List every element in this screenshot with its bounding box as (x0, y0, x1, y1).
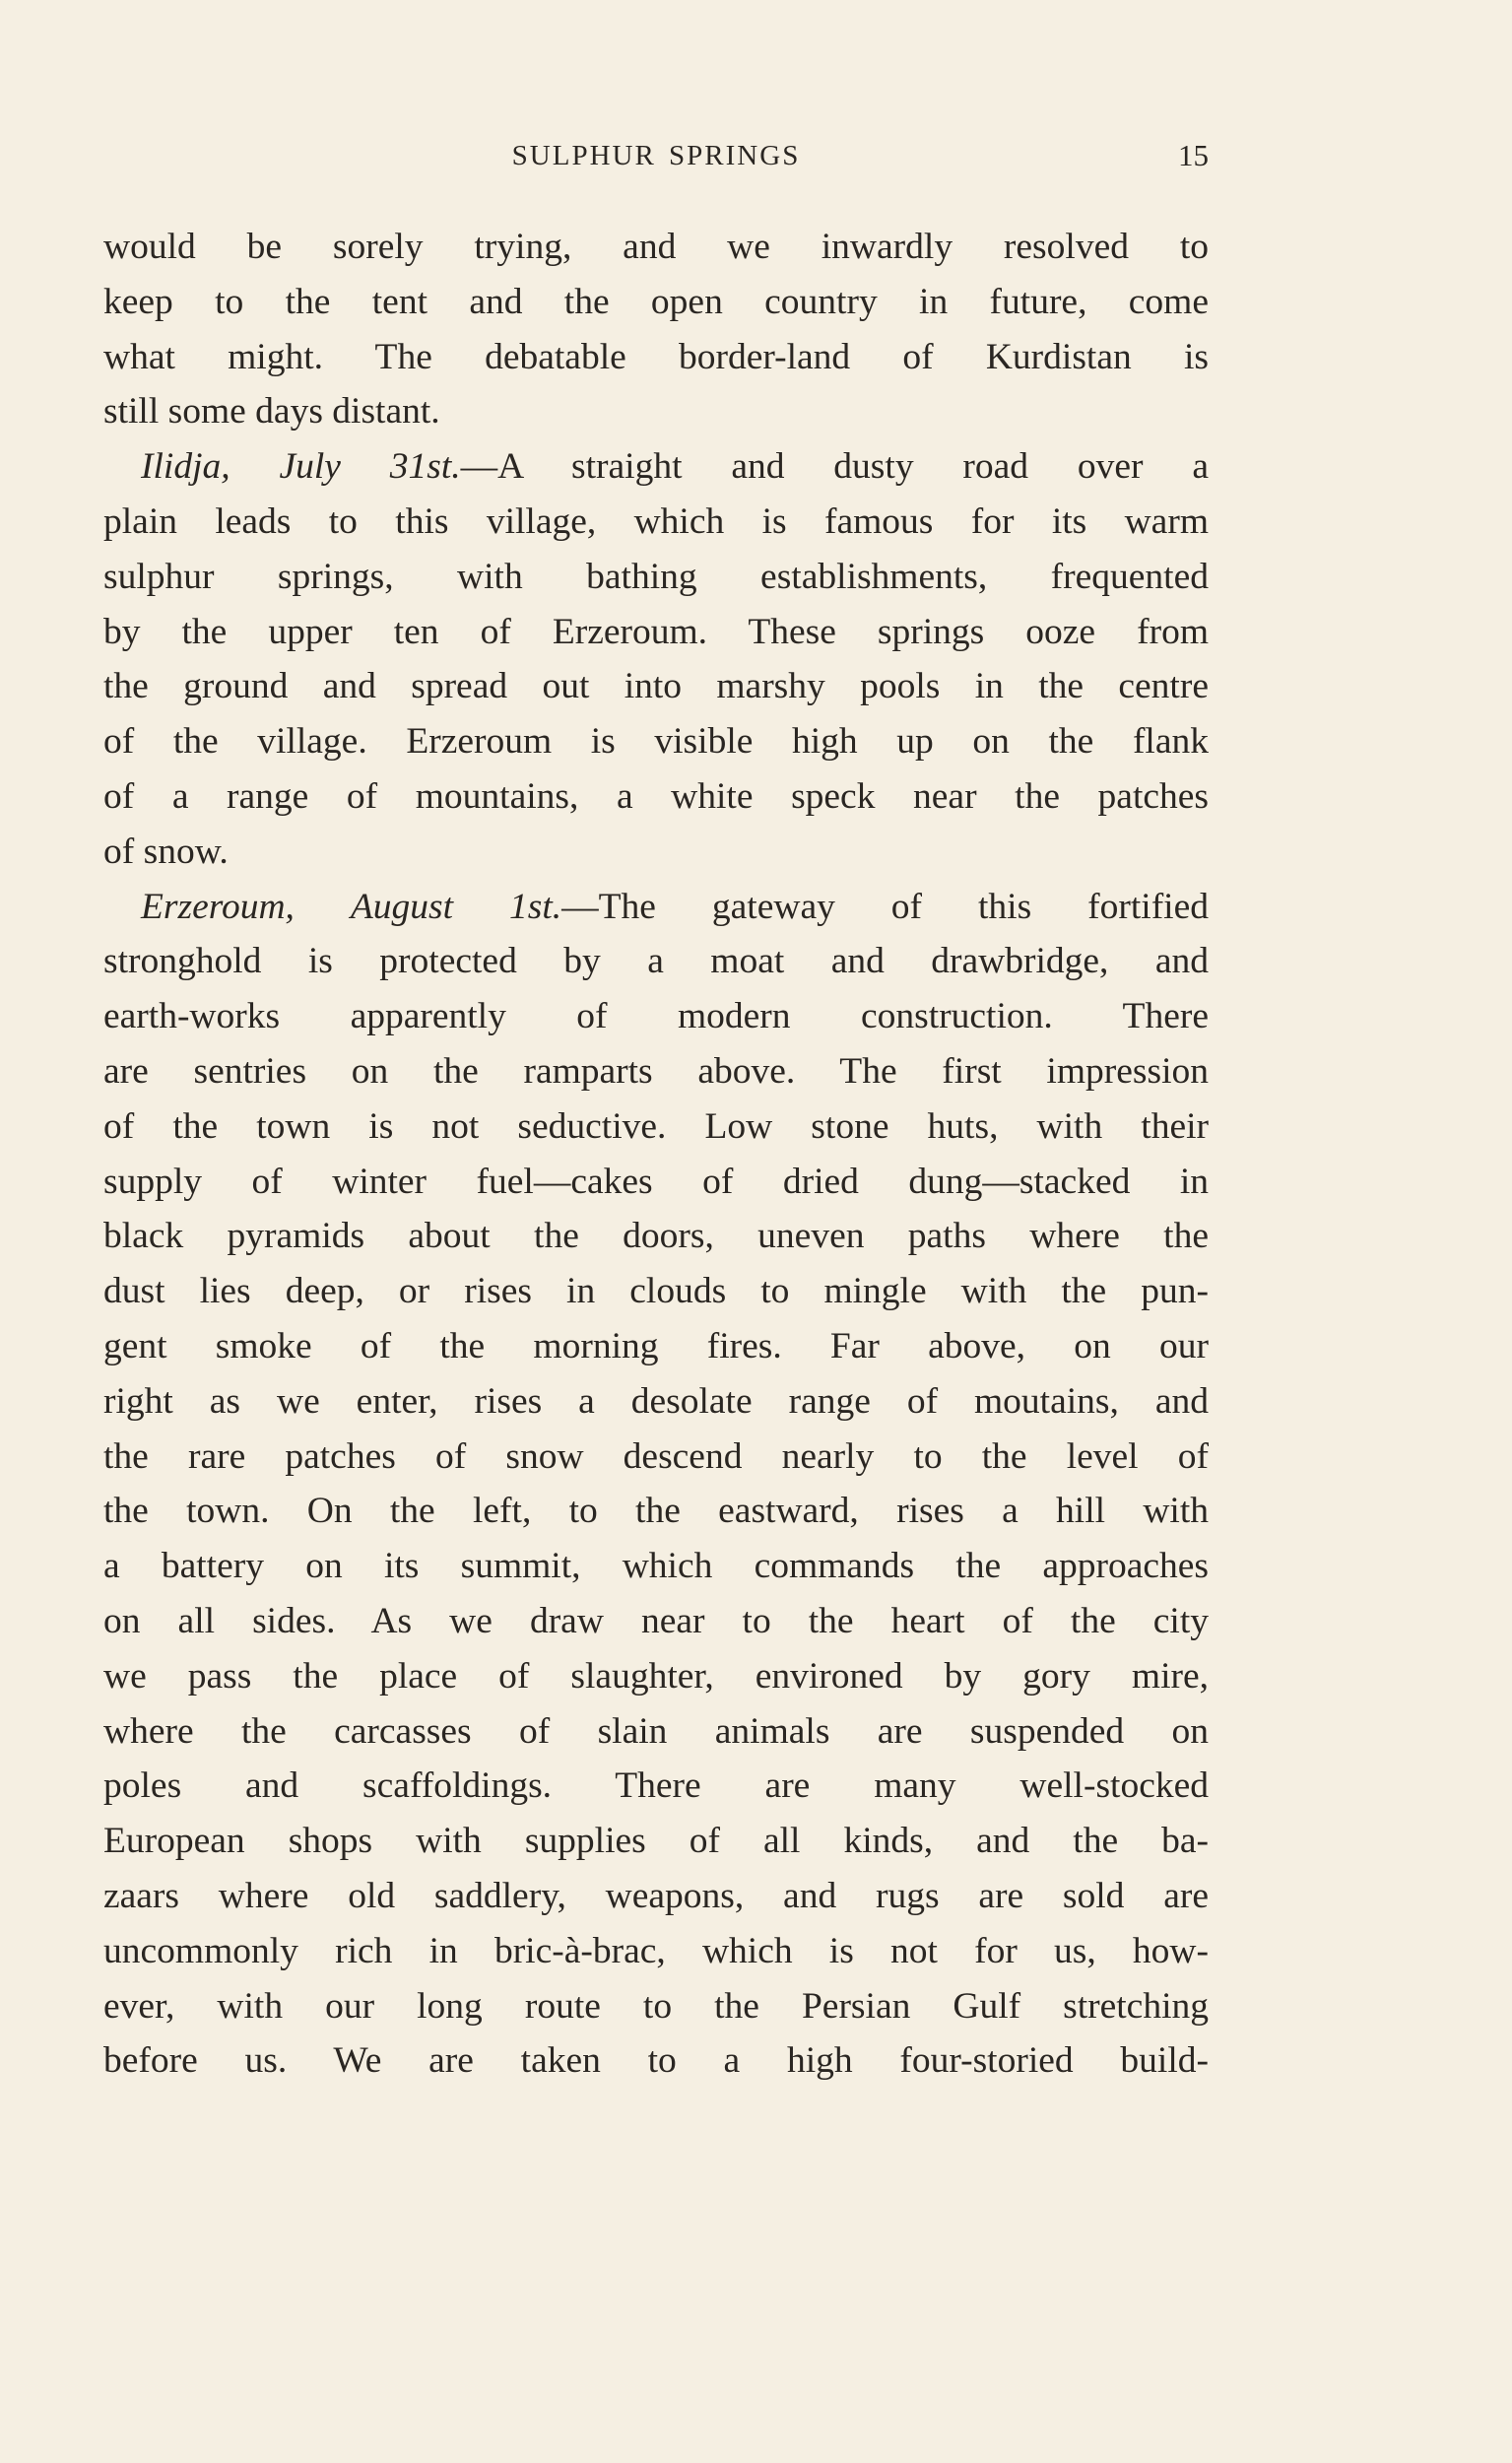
text-line: on all sides. As we draw near to the heart of the city (103, 1600, 1209, 1641)
text-line: we pass the place of slaughter, environed by gory mire, (103, 1655, 1209, 1697)
text-line: poles and scaffoldings. There are many well-stocked (103, 1765, 1209, 1807)
text-line: of a range of mountains, a white speck near the patches (103, 775, 1209, 817)
text-line: keep to the tent and the open country in future, come (103, 281, 1209, 322)
text-line: where the carcasses of slain animals are suspended on (103, 1710, 1209, 1752)
text-line: right as we enter, rises a desolate range of moutains, and (103, 1380, 1209, 1422)
text-line: gent smoke of the morning fires. Far above, on our (103, 1325, 1209, 1366)
text-line: what might. The debatable border-land of Kurdistan is (103, 336, 1209, 377)
text-line: a battery on its summit, which commands the approaches (103, 1546, 1209, 1587)
text-line: zaars where old saddlery, weapons, and rugs are sold are (103, 1875, 1209, 1916)
page-number: 15 (1178, 138, 1209, 172)
text-line: supply of winter fuel—cakes of dried dung—stacked in (103, 1161, 1209, 1202)
entry-text: —The gateway of this fortified (561, 886, 1209, 927)
text-line: are sentries on the ramparts above. The first impression (103, 1050, 1209, 1092)
text-line: ever, with our long route to the Persian Gulf stretching (103, 1985, 1209, 2027)
text-line: by the upper ten of Erzeroum. These springs ooze from (103, 611, 1209, 652)
running-head (103, 136, 1209, 175)
text-line: would be sorely trying, and we inwardly resolved to (103, 227, 1209, 267)
entry-heading-line (103, 880, 1209, 935)
body-text (103, 220, 1209, 2089)
text-line: uncommonly rich in bric-à-brac, which is not for us, how- (103, 1930, 1209, 1971)
text-line: of snow. (103, 831, 229, 872)
text-line: still some days distant. (103, 391, 440, 433)
text-line: stronghold is protected by a moat and drawbridge, and (103, 941, 1209, 982)
text-line: European shops with supplies of all kinds, and the ba- (103, 1821, 1209, 1862)
text-line: sulphur springs, with bathing establishments, frequented (103, 556, 1209, 597)
text-line: dust lies deep, or rises in clouds to mingle with the pun- (103, 1271, 1209, 1312)
entry-heading-line (103, 439, 1209, 495)
text-line: black pyramids about the doors, uneven paths where the (103, 1216, 1209, 1257)
text-line: before us. We are taken to a high four-storied build- (103, 2040, 1209, 2082)
entry-date: August 1st. (350, 886, 562, 927)
entry-place: Ilidja, (141, 446, 230, 488)
text-line: of the village. Erzeroum is visible high up on the flank (103, 721, 1209, 763)
text-line: of the town is not seductive. Low stone huts, with their (103, 1105, 1209, 1147)
running-title: SULPHUR SPRINGS (511, 140, 801, 171)
text-line: the rare patches of snow descend nearly to the level of (103, 1435, 1209, 1477)
entry-place: Erzeroum, (141, 886, 295, 927)
text-line: the town. On the left, to the eastward, rises a hill with (103, 1491, 1209, 1532)
text-line: earth-works apparently of modern construction. There (103, 996, 1209, 1037)
entry-date: July 31st. (279, 446, 461, 488)
text-line: plain leads to this village, which is famous for its warm (103, 500, 1209, 542)
entry-text: —A straight and dusty road over a (460, 446, 1209, 488)
text-line: the ground and spread out into marshy pools in the centre (103, 666, 1209, 707)
